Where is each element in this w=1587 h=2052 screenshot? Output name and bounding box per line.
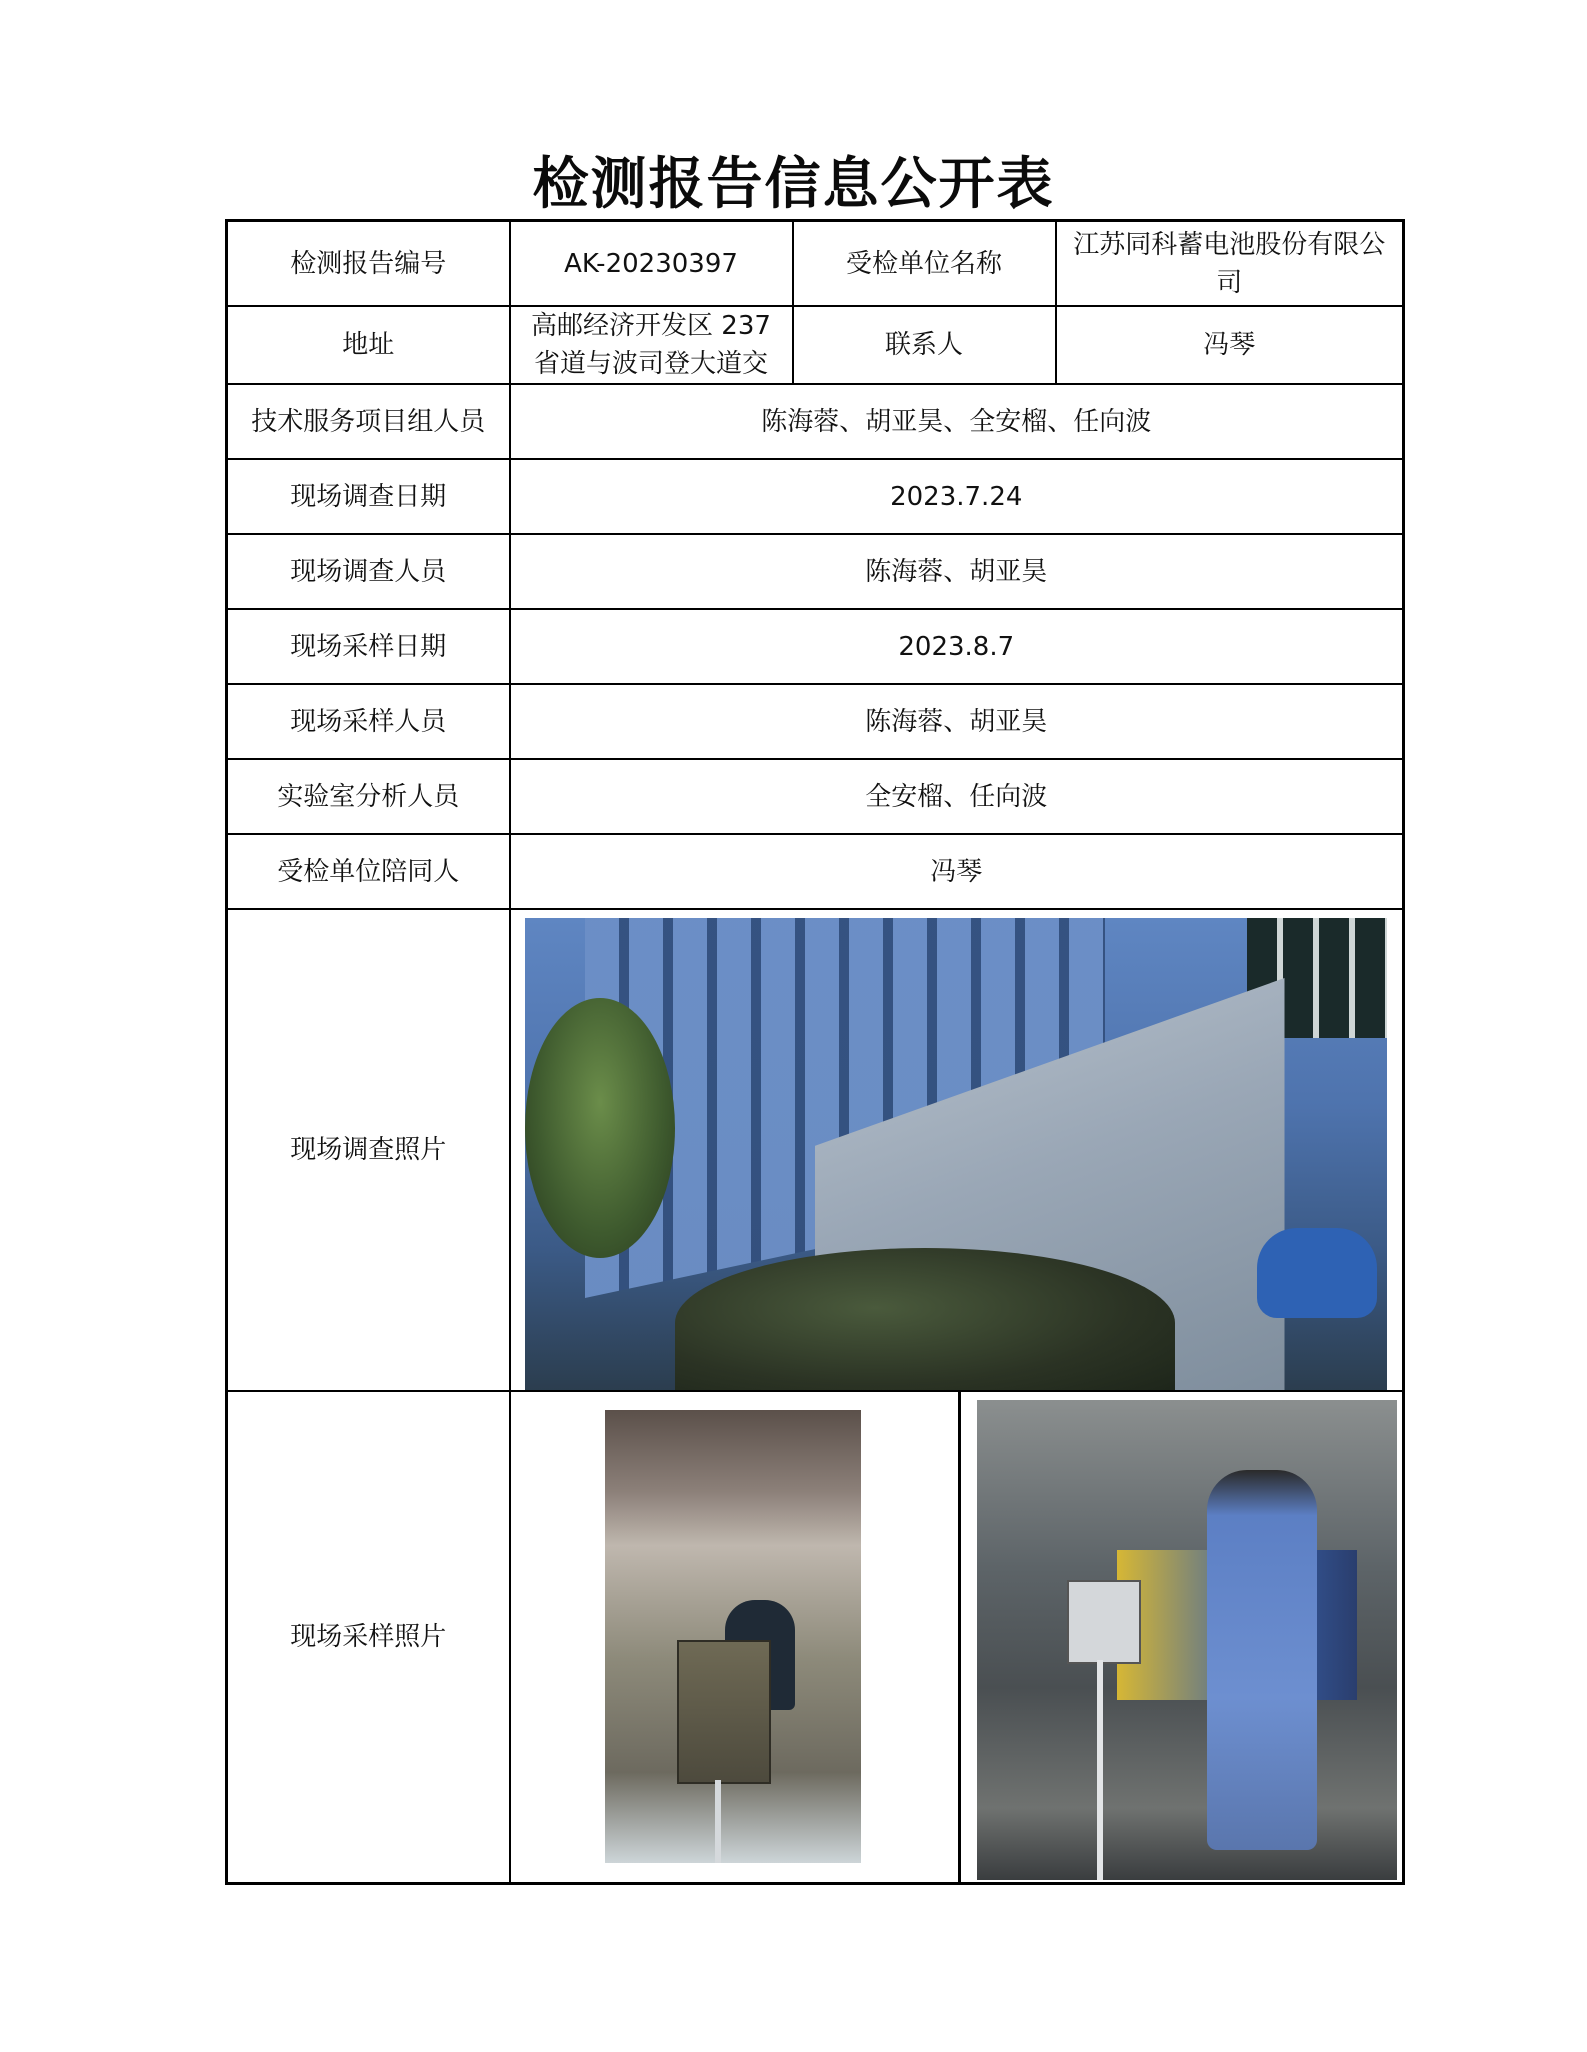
table-row xyxy=(227,459,1404,534)
sampling-staff-value: 陈海蓉、胡亚昊 xyxy=(510,684,1404,759)
sampling-instrument xyxy=(1067,1580,1141,1664)
table-row xyxy=(227,384,1404,459)
table-row xyxy=(227,684,1404,759)
sampling-photo-1 xyxy=(605,1410,861,1863)
scooter xyxy=(1257,1228,1377,1318)
survey-staff-label: 现场调查人员 xyxy=(227,534,510,609)
survey-site-photo xyxy=(525,918,1387,1391)
worker xyxy=(1207,1470,1317,1850)
table-row xyxy=(227,909,1404,1391)
table-row xyxy=(227,1391,1404,1884)
sampling-photo-2 xyxy=(977,1400,1397,1880)
lab-staff-label: 实验室分析人员 xyxy=(227,759,510,834)
sampling-date-label: 现场采样日期 xyxy=(227,609,510,684)
table-row xyxy=(227,221,1404,307)
survey-photo-cell xyxy=(510,909,1404,1391)
tripod xyxy=(1097,1660,1103,1880)
table-row xyxy=(227,759,1404,834)
page-title: 检测报告信息公开表 xyxy=(532,151,1055,217)
sampling-instrument xyxy=(677,1640,771,1784)
table-row xyxy=(227,834,1404,909)
survey-date-value: 2023.7.24 xyxy=(510,459,1404,534)
team-label: 技术服务项目组人员 xyxy=(227,384,510,459)
team-value: 陈海蓉、胡亚昊、全安榴、任向波 xyxy=(510,384,1404,459)
tripod xyxy=(715,1780,721,1863)
table-row xyxy=(227,534,1404,609)
contact-label: 联系人 xyxy=(793,306,1056,384)
survey-staff-value: 陈海蓉、胡亚昊 xyxy=(510,534,1404,609)
report-no-value: AK-20230397 xyxy=(510,221,793,307)
unit-name-label: 受检单位名称 xyxy=(793,221,1056,307)
sampling-photo-2-frame xyxy=(961,1392,1395,1882)
unit-name-value: 江苏同科蓄电池股份有限公司 xyxy=(1056,221,1404,307)
report-info-table xyxy=(225,219,1405,1885)
sampling-date-value: 2023.8.7 xyxy=(510,609,1404,684)
sampling-photo-label: 现场采样照片 xyxy=(227,1391,510,1884)
escort-value: 冯琴 xyxy=(510,834,1404,909)
report-no-label: 检测报告编号 xyxy=(227,221,510,307)
sampling-photo-cell xyxy=(510,1391,1404,1884)
table-row xyxy=(227,609,1404,684)
survey-date-label: 现场调查日期 xyxy=(227,459,510,534)
address-value: 高邮经济开发区 237 省道与波司登大道交 xyxy=(510,306,793,384)
table-row xyxy=(227,306,1404,384)
shrubs xyxy=(675,1248,1175,1391)
address-label: 地址 xyxy=(227,306,510,384)
survey-photo-label: 现场调查照片 xyxy=(227,909,510,1391)
sampling-staff-label: 现场采样人员 xyxy=(227,684,510,759)
escort-label: 受检单位陪同人 xyxy=(227,834,510,909)
lab-staff-value: 全安榴、任向波 xyxy=(510,759,1404,834)
tree xyxy=(525,998,675,1258)
contact-value: 冯琴 xyxy=(1056,306,1404,384)
